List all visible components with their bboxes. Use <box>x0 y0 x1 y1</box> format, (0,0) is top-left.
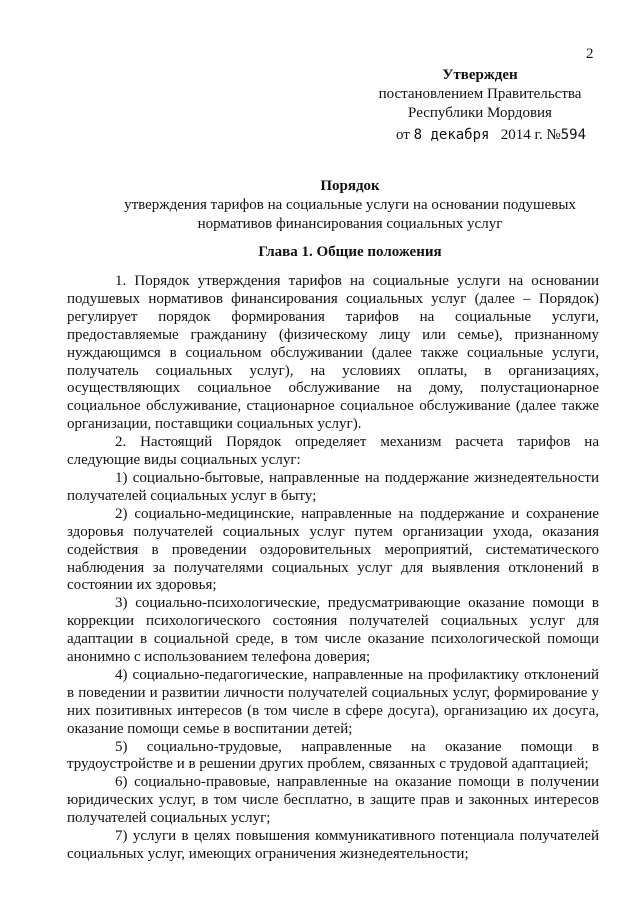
approval-from: от <box>396 127 410 143</box>
approval-stamp <box>360 66 600 145</box>
page-number: 2 <box>586 46 594 62</box>
title-line-1: утверждения тарифов на социальные услуги на основании подушевых <box>124 197 576 213</box>
document-body <box>67 273 599 864</box>
document-title <box>60 177 640 234</box>
paragraph: 2. Настоящий Порядок определяет механизм расчета тарифов на следующие виды социальных услуг: <box>67 434 599 469</box>
title-heading: Порядок <box>320 178 380 194</box>
paragraph: 2) социально-медицинские, направленные на поддержание и сохранение здоровья получателей социальных услуг путем организации ухода, оказания содействия в проведении оздоровительных мероприятий, систематического наблюдения за получателями социальных услуг для выявления отклонений в состоянии их здоровья; <box>67 505 599 594</box>
paragraph: 7) услуги в целях повышения коммуникативного потенциала получателей социальных услуг, имеющих ограничения жизнедеятельности; <box>67 828 599 862</box>
paragraph: 4) социально-педагогические, направленные на профилактику отклонений в поведении и развитии личности получателей социальных услуг, формирование у них позитивных интересов (в том числе в сфере досуга), организацию их досуга, оказание помощи семье в воспитании детей; <box>67 666 599 737</box>
paragraph: 5) социально-трудовые, направленные на оказание помощи в трудоустройстве и в решении других проблем, связанных с трудовой адаптацией; <box>67 738 599 773</box>
title-line-2: нормативов финансирования социальных услуг <box>197 216 503 232</box>
paragraph: 1) социально-бытовые, направленные на поддержание жизнедеятельности получателей социальных услуг в быту; <box>67 469 599 504</box>
approval-line-1: постановлением Правительства <box>378 86 582 102</box>
approval-line-2: Республики Мордовия <box>408 105 552 121</box>
approval-date: 8 декабря <box>413 127 490 143</box>
approval-date-line <box>360 126 600 145</box>
paragraph: 6) социально-правовые, направленные на оказание помощи в получении юридических услуг, в том числе бесплатно, в защите прав и законных интересов получателей социальных услуг; <box>67 774 599 827</box>
paragraph: 3) социально-психологические, предусматривающие оказание помощи в коррекции психологического состояния получателей социальных услуг для адаптации в социальной среде, в том числе оказание психологической помощи анонимно с использованием телефона доверия; <box>67 595 599 666</box>
paragraph: 1. Порядок утверждения тарифов на социальные услуги на основании подушевых нормативов финансирования социальных услуг (далее – Порядок) регулирует порядок формирования тарифов на социальные услуги, предоставляемые гражданину (физическому лицу или семье), признанному нуждающимся в социальном обслуживании (далее также социальные услуги, получатель социальных услуг), на условиях оплаты, в организациях, осуществляющих социальное обслуживание на дому, полустационарное социальное обслуживание, стационарное социальное обслуживание (далее также организации, поставщики социальных услуг). <box>67 273 599 433</box>
approval-heading: Утвержден <box>442 67 518 83</box>
chapter-heading: Глава 1. Общие положения <box>258 244 442 260</box>
approval-year: 2014 г. № <box>500 127 561 143</box>
approval-number: 594 <box>560 127 587 143</box>
